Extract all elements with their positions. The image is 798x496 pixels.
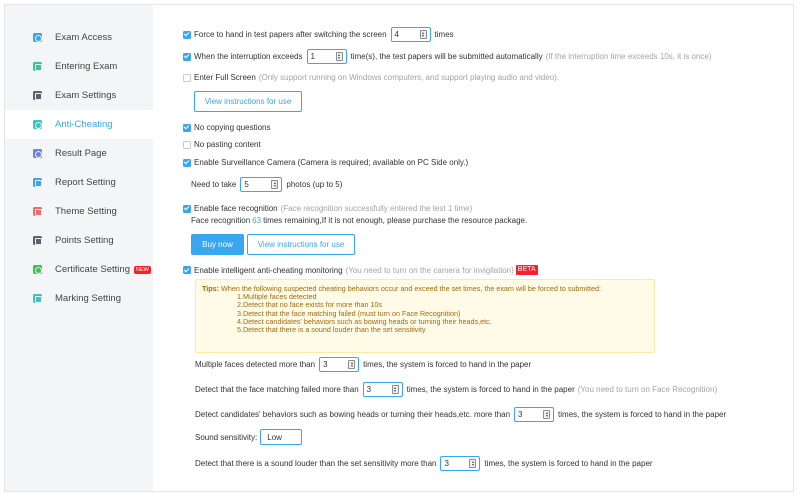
enter-icon (33, 62, 42, 71)
face-recognition-checkbox[interactable] (183, 205, 191, 213)
sidebar-item-label: Result Page (55, 148, 107, 159)
theme-icon (33, 207, 42, 216)
behaviors-suffix: times, the system is forced to hand in the paper (558, 410, 727, 419)
switch-screen-stepper[interactable] (391, 27, 431, 42)
tips-item: 5.Detect that there is a sound louder than the set sensitivity (237, 325, 426, 335)
eye-icon (33, 149, 42, 158)
sidebar-item-label: Exam Access (55, 32, 113, 43)
spinner-icon[interactable] (336, 52, 343, 61)
sidebar-item-exam-settings[interactable] (5, 81, 153, 110)
tips-box (195, 279, 655, 353)
stepper-value: 3 (366, 385, 372, 394)
spinner-icon[interactable] (543, 410, 550, 419)
tips-title: Tips: (202, 284, 220, 293)
sound-stepper[interactable] (440, 456, 480, 471)
face-remaining-suffix: times remaining,If it is not enough, please purchase the resource package. (263, 216, 528, 225)
sidebar-item-label: Anti-Cheating (55, 119, 113, 130)
stepper-value: 4 (394, 30, 399, 39)
intelligent-monitoring-note: (You need to turn on the camera for invigilation) (345, 265, 514, 275)
face-remaining-row (191, 216, 527, 225)
no-copying-row (183, 123, 271, 132)
face-fail-row (195, 382, 717, 397)
interruption-label: When the interruption exceeds (194, 52, 303, 61)
face-recognition-label: Enable face recognition (194, 204, 278, 213)
no-pasting-row (183, 140, 261, 149)
spinner-icon[interactable] (469, 459, 476, 468)
face-fail-stepper[interactable] (363, 382, 403, 397)
behaviors-row (195, 407, 726, 422)
key-icon (33, 33, 42, 42)
face-fail-note: (You need to turn on Face Recognition) (577, 385, 718, 394)
face-remaining-prefix: Face recognition (191, 216, 251, 225)
switch-screen-checkbox[interactable] (183, 31, 191, 39)
sidebar-item-label: Theme Setting (55, 206, 117, 217)
sidebar-item-label: Report Setting (55, 177, 116, 188)
sidebar-item-result-page[interactable] (5, 139, 153, 168)
no-copying-label: No copying questions (194, 123, 271, 132)
interruption-checkbox[interactable] (183, 53, 191, 61)
stepper-value: 1 (310, 52, 315, 61)
beta-badge: BETA (517, 266, 536, 273)
points-icon (33, 236, 42, 245)
sidebar-item-marking-setting[interactable] (5, 284, 153, 313)
no-pasting-label: No pasting content (194, 140, 261, 149)
sidebar-item-anti-cheating[interactable] (5, 110, 153, 139)
marking-icon (33, 294, 42, 303)
intelligent-monitoring-label: Enable intelligent anti-cheating monitoring (194, 265, 343, 275)
certificate-icon (33, 265, 42, 274)
sidebar-item-report-setting[interactable] (5, 168, 153, 197)
spinner-icon[interactable] (392, 385, 399, 394)
sidebar-item-exam-access[interactable] (5, 23, 153, 52)
stepper-value: 3 (323, 360, 328, 369)
tips-item: 1.Multiple faces detected (237, 292, 317, 302)
full-screen-label: Enter Full Screen (194, 73, 256, 82)
new-badge: NEW (135, 266, 149, 273)
full-screen-row (183, 73, 559, 82)
shield-icon (33, 120, 42, 129)
face-recognition-note: (Face recognition successfully entered the test 1 time) (280, 204, 473, 213)
photos-suffix: photos (up to 5) (286, 180, 343, 189)
camera-row (183, 158, 468, 167)
view-instructions-button-2[interactable]: View instructions for use (247, 234, 355, 255)
interruption-suffix: time(s), the test papers will be submitted automatically (350, 52, 543, 61)
tips-text: When the following suspected cheating behaviors occur and exceed the set times, the exam will be forced to submitted: (221, 284, 601, 293)
multi-faces-stepper[interactable] (319, 357, 359, 372)
face-fail-label: Detect that the face matching failed more than (195, 385, 359, 394)
camera-checkbox[interactable] (183, 159, 191, 167)
sidebar-item-label: Marking Setting (55, 293, 122, 304)
sound-label: Detect that there is a sound louder than the set sensitivity more than (195, 459, 437, 468)
behaviors-stepper[interactable] (514, 407, 554, 422)
tips-item: 2.Detect that no face exists for more than 10s (237, 300, 383, 310)
sidebar-item-label: Entering Exam (55, 61, 118, 72)
sensitivity-select[interactable]: Low (260, 429, 302, 445)
spinner-icon[interactable] (420, 30, 427, 39)
stepper-value: 3 (444, 459, 449, 468)
multi-faces-label: Multiple faces detected more than (195, 360, 316, 369)
sidebar-item-theme-setting[interactable] (5, 197, 153, 226)
switch-screen-row (183, 27, 454, 42)
stepper-value: 3 (518, 410, 523, 419)
buy-now-button[interactable]: Buy now (191, 234, 244, 255)
anti-cheating-panel (153, 5, 793, 491)
sidebar-item-label: Exam Settings (55, 90, 117, 101)
sensitivity-row (195, 429, 302, 445)
settings-icon (33, 91, 42, 100)
full-screen-note: (Only support running on Windows computers, and support playing audio and video). (258, 73, 559, 82)
photos-label: Need to take (191, 180, 237, 189)
no-copying-checkbox[interactable] (183, 124, 191, 132)
photos-row (191, 177, 342, 192)
sidebar-item-label: Points Setting (55, 235, 114, 246)
sound-suffix: times, the system is forced to hand in the paper (484, 459, 653, 468)
interruption-row (183, 49, 711, 64)
tips-item: 3.Detect that the face matching failed (must turn on Face Recognition) (237, 308, 461, 318)
behaviors-label: Detect candidates' behaviors such as bowing heads or turning their heads,etc. more than (195, 410, 511, 419)
camera-label: Enable Surveillance Camera (Camera is required; available on PC Side only.) (194, 158, 469, 167)
no-pasting-checkbox[interactable] (183, 141, 191, 149)
face-remaining-count: 63 (252, 216, 262, 225)
spinner-icon[interactable] (271, 180, 278, 189)
sidebar (5, 5, 153, 491)
face-fail-suffix: times, the system is forced to hand in the paper (406, 385, 575, 394)
intelligent-monitoring-checkbox[interactable] (183, 266, 191, 274)
full-screen-checkbox[interactable] (183, 74, 191, 82)
multi-faces-suffix: times, the system is forced to hand in the paper (363, 360, 532, 369)
sound-row (195, 456, 653, 471)
face-recognition-row (183, 204, 472, 213)
intelligent-monitoring-row (183, 265, 538, 275)
switch-screen-label: Force to hand in test papers after switching the screen (194, 30, 387, 39)
view-instructions-button[interactable]: View instructions for use (194, 91, 302, 112)
switch-screen-suffix: times (434, 30, 454, 39)
sensitivity-label: Sound sensitivity: (195, 432, 258, 442)
sidebar-item-entering-exam[interactable] (5, 52, 153, 81)
sidebar-item-label: Certificate Setting (55, 264, 130, 275)
photos-stepper[interactable] (240, 177, 282, 192)
interruption-stepper[interactable] (307, 49, 347, 64)
interruption-note: (If the interruption time exceeds 10s, it is once) (545, 52, 712, 61)
spinner-icon[interactable] (348, 360, 355, 369)
tips-item: 4.Detect candidates' behaviors such as bowing heads or turning their heads,etc. (237, 316, 492, 326)
multi-faces-row (195, 357, 531, 372)
stepper-value: 5 (244, 180, 249, 189)
sidebar-item-certificate-setting[interactable] (5, 255, 153, 284)
sidebar-item-points-setting[interactable] (5, 226, 153, 255)
report-icon (33, 178, 42, 187)
